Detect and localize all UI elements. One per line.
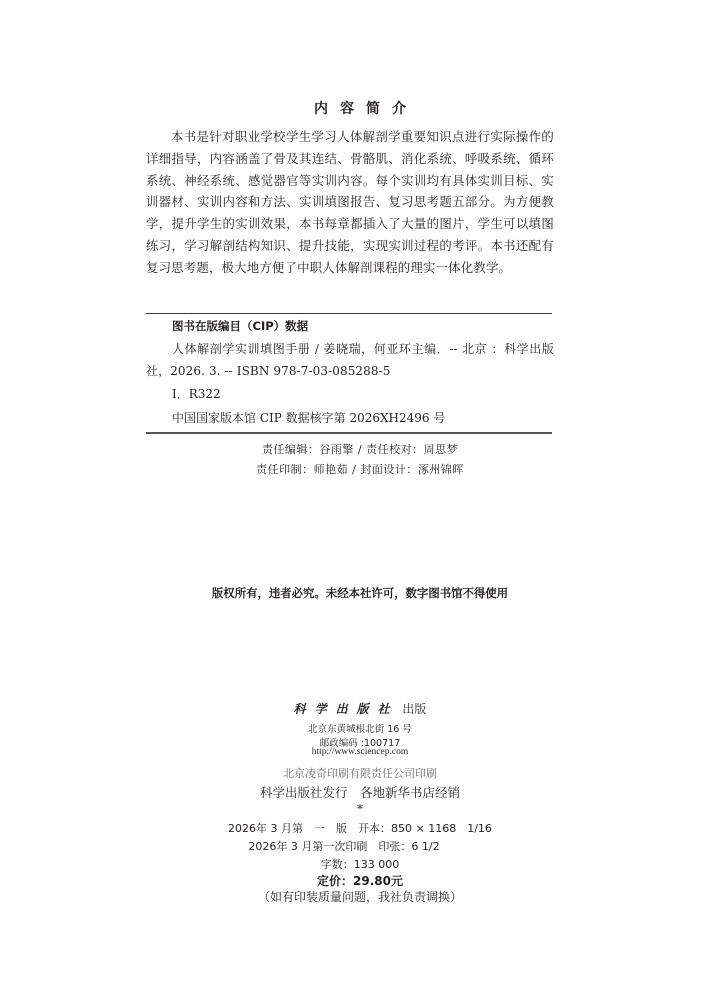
publisher-address: 北京东黄城根北街 16 号 — [308, 724, 412, 735]
cip-bottom-rule — [146, 432, 552, 434]
separator-star: * — [357, 802, 363, 816]
quality-note: （如有印装质量问题，我社负责调换） — [257, 890, 462, 904]
publisher-suffix: 出版 — [402, 702, 427, 716]
printing-line: 2026年 3 月第一次印刷 印张：6 1/2 — [248, 840, 440, 853]
cip-top-rule — [146, 313, 552, 314]
cip-entry: 人体解剖学实训填图手册 / 姜晓瑞，何亚环主编．-- 北京 ：科学出版社，2026. 3. -- ISBN 978-7-03-085288-5 — [146, 342, 554, 378]
publisher-name — [0, 700, 720, 717]
intro-title: 内容简介 — [314, 101, 418, 117]
price: 定价：29.80元 — [317, 874, 403, 888]
cip-classification: Ⅰ．R322 — [172, 387, 221, 401]
edition-line: 2026年 3 月第 一 版 开本：850 × 1168 1/16 — [228, 822, 492, 835]
cip-record-number: 中国国家版本馆 CIP 数据核字第 2026XH2496 号 — [172, 411, 446, 425]
word-count: 字数：133 000 — [320, 858, 400, 871]
publisher-website: http://www.sciencep.com — [311, 747, 409, 757]
copyright-notice: 版权所有，违者必究。未经本社许可，数字图书馆不得使用 — [211, 586, 509, 600]
distribution-line: 科学出版社发行 各地新华书店经销 — [259, 785, 460, 800]
production-credits: 责任印制：师艳茹 / 封面设计：涿州锦晖 — [256, 463, 464, 476]
printer-line: 北京凌奇印刷有限责任公司印刷 — [283, 767, 437, 780]
cip-heading: 图书在版编目（CIP）数据 — [172, 319, 309, 333]
editor-credits: 责任编辑：谷雨擎 / 责任校对：周思梦 — [261, 443, 459, 456]
intro-paragraph: 本书是针对职业学校学生学习人体解剖学重要知识点进行实际操作的详细指导，内容涵盖了骨及其连结、骨骼肌、消化系统、呼吸系统、循环系统、神经系统、感觉器官等实训内容。每个实训均有具体实训目标、实训器材、实训内容和方法、实训填图报告、复习思考题五部分。为方便教学，提升学生的实训效果，本书每章都插入了大量的图片，学生可以填图练习，学习解剖结构知识、提升技能，实现实训过程的考评。本书还配有复习思考题，极大地方便了中职人体解剖课程的理实一体化教学。 — [146, 129, 554, 275]
publisher-logo-text: 科学出版社 — [293, 702, 399, 716]
publisher-postal-code: 邮政编码 :100717 — [319, 738, 401, 749]
